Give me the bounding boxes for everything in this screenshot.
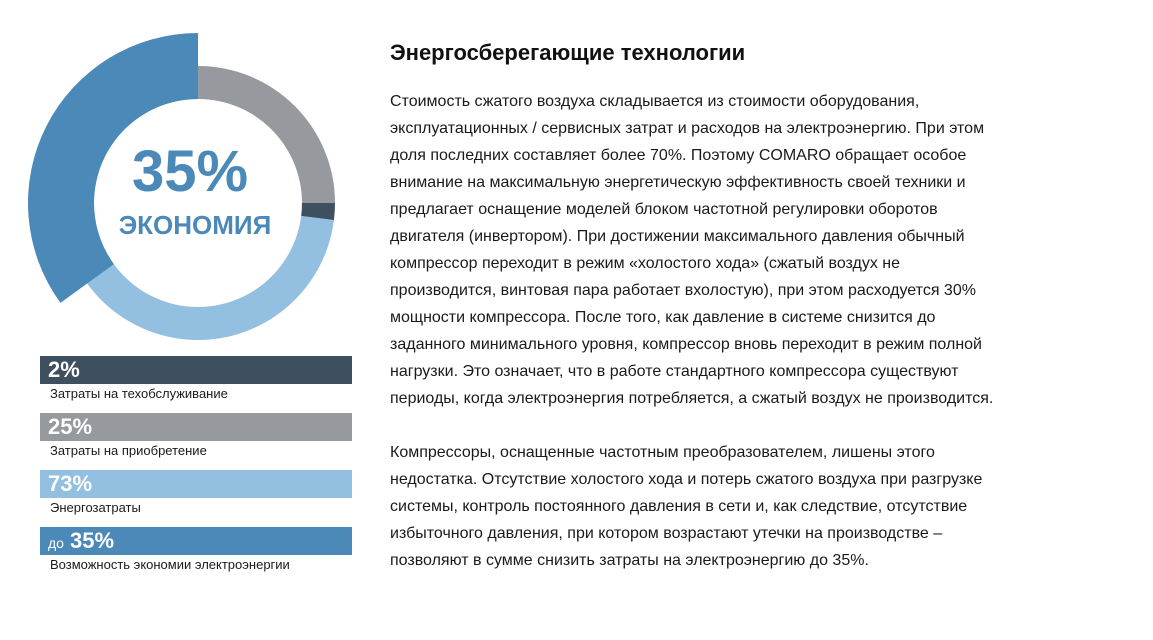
article-title: Энергосберегающие технологии: [390, 40, 746, 65]
text-line: нагрузки. Это означает, что в работе стандартного компрессора существуют: [390, 363, 959, 380]
legend: [40, 356, 354, 584]
legend-bar: [40, 527, 352, 555]
legend-label: Затраты на приобретение: [50, 443, 207, 458]
text-line: системы, контроль постоянного давления в сети и, как следствие, отсутствие: [390, 498, 968, 515]
text-line: избыточного давления, при котором возрастают утечки на производстве –: [390, 525, 943, 542]
legend-value: 73%: [48, 471, 93, 496]
text-line: Стоимость сжатого воздуха складывается из стоимости оборудования,: [390, 93, 920, 110]
text-line: периоды, когда электроэнергия потребляется, а сжатый воздух не производится.: [390, 390, 994, 407]
text-line: Компрессоры, оснащенные частотным преобразователем, лишены этого: [390, 444, 935, 461]
legend-value: 25%: [48, 414, 93, 439]
text-line: эксплуатационных / сервисных затрат и расходов на электроэнергию. При этом: [390, 120, 985, 137]
text-line: компрессор переходит в режим «холостого хода» (сжатый воздух не: [390, 255, 901, 272]
legend-label: Затраты на техобслуживание: [50, 386, 228, 401]
legend-label: Возможность экономии электроэнергии: [50, 557, 290, 572]
center-label: ЭКОНОМИЯ: [118, 210, 272, 240]
legend-item-energy: [40, 470, 354, 527]
legend-prefix: до: [48, 534, 64, 551]
legend-item-acquisition: [40, 413, 354, 470]
donut-chart: [26, 33, 370, 343]
text-line: недостатка. Отсутствие холостого хода и потерь сжатого воздуха при разгрузке: [390, 471, 983, 488]
text-line: двигателя (инвертором). При достижении максимального давления обычный: [390, 228, 965, 245]
article-paragraph-2: [390, 439, 1130, 574]
legend-value: 2%: [48, 357, 80, 382]
legend-bar: [40, 413, 352, 441]
text-line: производится, винтовая пара работает вхолостую), при этом расходуется 30%: [390, 282, 976, 299]
legend-bar: [40, 470, 352, 498]
text-line: внимание на максимальную энергетическую эффективность своей техники и: [390, 174, 966, 191]
text-line: доля последних составляет более 70%. Поэтому COMARO обращает особое: [390, 147, 967, 164]
legend-bar: [40, 356, 352, 384]
center-value: 35%: [131, 139, 249, 204]
text-line: позволяют в сумме снизить затраты на электроэнергию до 35%.: [390, 552, 869, 569]
article: [390, 40, 1130, 601]
text-line: мощности компрессора. После того, как давление в системе снизится до: [390, 309, 936, 326]
text-line: предлагает оснащение моделей блоком частотной регулировки оборотов: [390, 201, 938, 218]
legend-item-maintenance: [40, 356, 354, 413]
legend-value: 35%: [69, 528, 115, 553]
legend-label: Энергозатраты: [50, 500, 141, 515]
legend-item-savings: [40, 527, 354, 584]
article-paragraph-1: [390, 88, 1130, 412]
text-line: заданного минимального уровня, компрессор вновь переходит в режим полной: [390, 336, 982, 353]
